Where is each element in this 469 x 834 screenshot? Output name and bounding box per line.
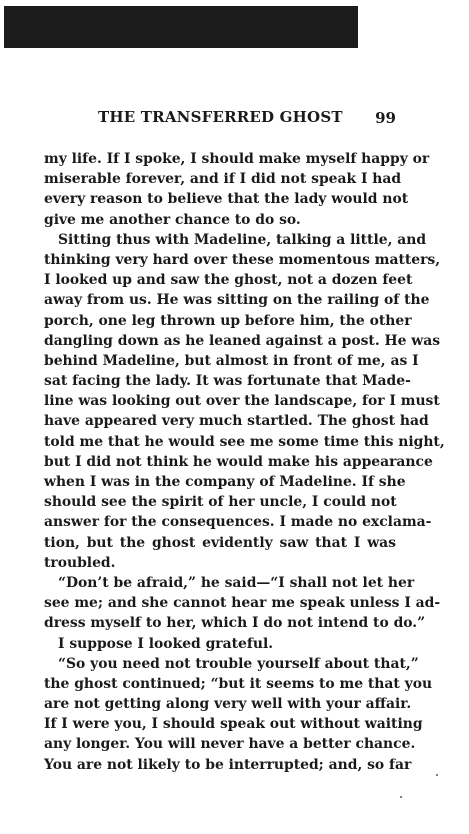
text-line: “Don’t be afraid,” he said—“I shall not let her: [58, 574, 415, 591]
page-number: 99: [375, 109, 396, 127]
text-line: told me that he would see me some time this night,: [44, 433, 445, 450]
text-line: should see the spirit of her uncle, I could not: [44, 494, 397, 511]
text-line: have appeared very much startled. The ghost had: [44, 413, 429, 430]
text-line: I looked up and saw the ghost, not a dozen feet: [44, 272, 413, 289]
text-line: Sitting thus with Madeline, talking a little, and: [58, 231, 427, 248]
text-line: answer for the consequences. I made no exclama-: [44, 514, 432, 531]
text-line: any longer. You will never have a better chance.: [44, 736, 416, 753]
text-line: give me another chance to do so.: [44, 211, 301, 228]
scan-speck: [400, 796, 402, 798]
text-line: You are not likely to be interrupted; and, so far: [44, 756, 412, 773]
text-line: I suppose I looked grateful.: [58, 635, 274, 652]
text-line: are not getting along very well with your affair.: [44, 696, 412, 713]
text-line: tion, but the ghost evidently saw that I was: [44, 534, 396, 551]
scan-redaction-bar: [4, 6, 358, 48]
text-line: but I did not think he would make his appearance: [44, 453, 433, 470]
text-line: If I were you, I should speak out without waiting: [44, 716, 423, 733]
text-line: troubled.: [44, 554, 116, 571]
text-line: line was looking out over the landscape, for I must: [44, 393, 440, 410]
text-line: “So you need not trouble yourself about that,”: [58, 655, 419, 672]
text-line: dangling down as he leaned against a post. He was: [44, 332, 441, 349]
text-line: miserable forever, and if I did not speak I had: [44, 171, 402, 188]
text-line: thinking very hard over these momentous matters,: [44, 251, 441, 268]
scan-speck: [436, 774, 438, 776]
text-line: the ghost continued; “but it seems to me that you: [44, 675, 433, 692]
text-line: dress myself to her, which I do not intend to do.”: [44, 615, 426, 632]
text-line: my life. If I spoke, I should make myself happy or: [44, 151, 430, 167]
body-text: [44, 149, 445, 775]
text-line: sat facing the lady. It was fortunate that Made-: [44, 373, 411, 390]
text-line: porch, one leg thrown up before him, the other: [44, 312, 412, 329]
text-line: every reason to believe that the lady would not: [44, 191, 409, 208]
text-line: away from us. He was sitting on the railing of the: [44, 292, 430, 309]
running-head: [44, 108, 396, 128]
running-title: THE TRANSFERRED GHOST: [98, 108, 343, 126]
text-line: when I was in the company of Madeline. If she: [44, 474, 406, 490]
text-line: see me; and she cannot hear me speak unless I ad-: [44, 595, 441, 612]
text-line: behind Madeline, but almost in front of me, as I: [44, 352, 419, 369]
